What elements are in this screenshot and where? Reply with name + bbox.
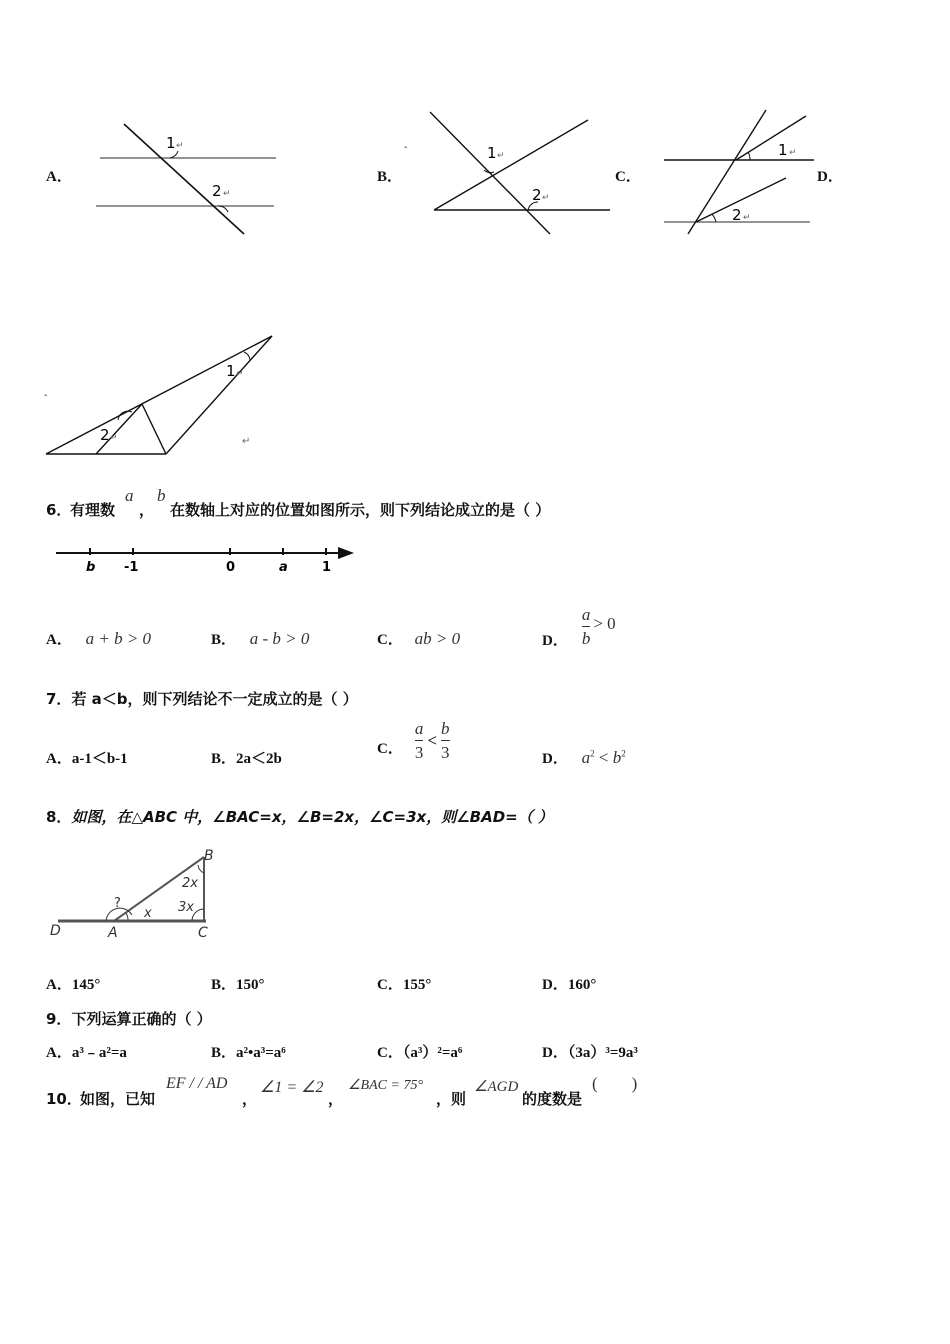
q9-stem-text: 下列运算正确的（ ） (71, 1010, 212, 1028)
q6-option-a[interactable] (46, 628, 151, 649)
option-text: 150° (236, 977, 265, 993)
q9-option-c[interactable] (377, 1041, 462, 1062)
q10-stem-post: 的度数是 (522, 1090, 583, 1108)
inner-segment-2 (142, 404, 166, 454)
option-text: 160° (567, 977, 597, 993)
steep-transversal (688, 110, 766, 234)
angle-label-1: 1 (778, 141, 788, 159)
option-label: D． (542, 977, 568, 993)
q8-option-d[interactable] (542, 973, 596, 994)
q6-stem-pre: 有理数 (70, 501, 116, 519)
angle-label-1: 1 (226, 362, 236, 380)
q6-option-c[interactable] (377, 628, 460, 649)
q9-stem (46, 1008, 212, 1029)
option-label: A． (46, 1045, 72, 1061)
q8-stem-text: 如图，在△ABC 中，∠BAC=x，∠B=2x，∠C=3x，则∠BAD=（ ） (71, 808, 553, 826)
q6-option-b[interactable] (211, 628, 309, 649)
exponent: 2 (621, 748, 626, 759)
answer-paren[interactable]: ( ) (592, 1074, 638, 1093)
label-2x: 2x (182, 876, 198, 891)
less-than: < (594, 748, 613, 767)
axis-label-0: 0 (226, 560, 236, 575)
expr-ef-parallel-ad: EF / / AD (166, 1075, 228, 1092)
expr-agd: ∠AGD (474, 1079, 519, 1095)
q5-figure-b (420, 108, 620, 240)
q6-comma: ， (139, 501, 155, 519)
option-label: B． (211, 751, 237, 767)
q6-var-b: b (157, 486, 166, 505)
exponent: 2 (590, 748, 595, 759)
q5-option-c-label[interactable]: C． (615, 169, 641, 185)
option-label: C． (377, 741, 403, 757)
angle-mark-2: ↵ (110, 433, 118, 443)
long-side (46, 336, 272, 454)
angle-label-2: 2 (532, 186, 542, 204)
denominator: 3 (441, 743, 450, 762)
q7-option-d[interactable] (542, 747, 626, 768)
angle-mark-2: ↵ (542, 193, 550, 203)
option-text: 155° (402, 977, 432, 993)
expr-bac-75: ∠BAC = 75° (348, 1078, 424, 1093)
sep: ， (242, 1090, 258, 1108)
q9-option-a[interactable] (46, 1041, 127, 1062)
right-side (166, 336, 272, 454)
fraction-b-over-3 (441, 720, 450, 761)
angle-arc-1 (748, 152, 750, 160)
label-3x: 3x (178, 900, 194, 915)
option-label: B． (211, 632, 237, 648)
q8-option-c[interactable] (377, 973, 431, 994)
option-label: A． (46, 751, 72, 767)
option-text: 2a＜2b (236, 751, 282, 767)
stray-dash: - (404, 142, 408, 153)
rising-line (434, 120, 588, 210)
para-mark: ↵ (242, 436, 251, 447)
option-text: （a³）²=a⁶ (402, 1045, 463, 1061)
q8-stem (46, 806, 553, 827)
label-A: A (108, 925, 118, 941)
label-D: D (50, 923, 61, 939)
label-B: B (204, 848, 214, 864)
q7-stem-text: 若 a＜b，则下列结论不一定成立的是（ ） (71, 690, 358, 708)
label-x: x (144, 906, 152, 921)
angle-mark-1: ↵ (176, 141, 184, 151)
q8-number: 8． (46, 808, 72, 826)
fraction-a-over-3 (415, 720, 424, 761)
less-than: < (427, 730, 438, 750)
q5-option-d-label[interactable]: D． (817, 169, 843, 185)
numerator: a (414, 719, 424, 738)
q8-triangle-figure (44, 845, 234, 945)
angle-mark-1: ↵ (497, 151, 505, 161)
angle-mark-1: ↵ (236, 369, 244, 379)
option-label: C． (377, 632, 403, 648)
option-label: A． (46, 632, 72, 648)
q9-option-b[interactable] (211, 1041, 286, 1062)
denominator: b (581, 629, 591, 648)
angle-mark-1: ↵ (789, 148, 797, 158)
axis-label-neg1: -1 (124, 560, 139, 575)
q5-figure-c (660, 108, 820, 240)
fraction-a-over-b (582, 606, 591, 647)
angle-label-2: 2 (100, 426, 110, 444)
angle-mark-2: ↵ (223, 189, 231, 199)
angle-arc-1 (244, 352, 250, 360)
q8-option-b[interactable] (211, 973, 265, 994)
numerator: a (581, 605, 591, 624)
q9-number: 9． (46, 1010, 72, 1028)
option-expr (582, 748, 626, 767)
option-label: D． (542, 1045, 568, 1061)
q6-option-d[interactable] (542, 603, 616, 650)
q10-number: 10． (46, 1090, 82, 1108)
sep: ，则 (436, 1090, 467, 1108)
option-label: C． (377, 1045, 403, 1061)
option-label: D． (542, 751, 568, 767)
number-line (50, 540, 360, 580)
label-C: C (198, 925, 208, 941)
label-question: ? (114, 896, 121, 911)
angle-label-1: 1 (487, 144, 497, 162)
arrow-head (338, 547, 354, 559)
option-text: a³﹣a²=a (71, 1045, 127, 1061)
base-a: a (581, 748, 591, 767)
q7-option-b[interactable] (211, 747, 282, 768)
option-text: 145° (71, 977, 101, 993)
axis-label-a: a (279, 560, 288, 575)
q7-option-a[interactable] (46, 747, 128, 768)
option-label: B． (211, 1045, 237, 1061)
option-rest: > 0 (593, 613, 616, 633)
option-text: a²•a³=a⁶ (236, 1045, 286, 1061)
angle-arc-1 (170, 151, 178, 158)
q6-stem-post: 在数轴上对应的位置如图所示，则下列结论成立的是（ ） (170, 501, 551, 519)
axis-label-b: b (86, 560, 96, 575)
angle-mark-2: ↵ (743, 213, 751, 223)
q5-figure-a (90, 118, 290, 238)
expr-angle1-eq-angle2: ∠1 = ∠2 (260, 1079, 324, 1096)
denominator: 3 (414, 743, 424, 762)
q7-number: 7． (46, 690, 72, 708)
option-text: a-1＜b-1 (71, 751, 128, 767)
q5-option-a-label[interactable]: A． (46, 169, 72, 185)
angle-label-1: 1 (166, 134, 176, 152)
option-label: C． (377, 977, 403, 993)
q10-stem-pre: 如图，已知 (80, 1090, 156, 1108)
q5-option-b-label[interactable]: B． (377, 169, 403, 185)
q6-var-a: a (125, 486, 134, 505)
option-expr: a - b > 0 (249, 629, 310, 648)
angle-label-2: 2 (212, 182, 222, 200)
numerator: b (441, 719, 450, 738)
axis-label-1: 1 (322, 560, 332, 575)
option-label: D． (542, 633, 568, 649)
q7-stem (46, 688, 358, 709)
q6-number: 6． (46, 501, 72, 519)
q9-option-d[interactable] (542, 1041, 638, 1062)
q5-figure-d (40, 330, 280, 462)
q8-option-a[interactable] (46, 973, 100, 994)
stray-dash: - (44, 390, 48, 401)
option-expr: a + b > 0 (85, 629, 152, 648)
angle-arc-2 (712, 214, 716, 222)
option-text: （3a）³=9a³ (567, 1045, 638, 1061)
sep: ， (328, 1090, 344, 1108)
base-b: b (612, 748, 622, 767)
angle-label-2: 2 (732, 206, 742, 224)
q7-option-c[interactable] (377, 720, 450, 761)
option-label: B． (211, 977, 237, 993)
option-expr: ab > 0 (414, 629, 461, 648)
option-label: A． (46, 977, 72, 993)
transversal (124, 124, 244, 234)
